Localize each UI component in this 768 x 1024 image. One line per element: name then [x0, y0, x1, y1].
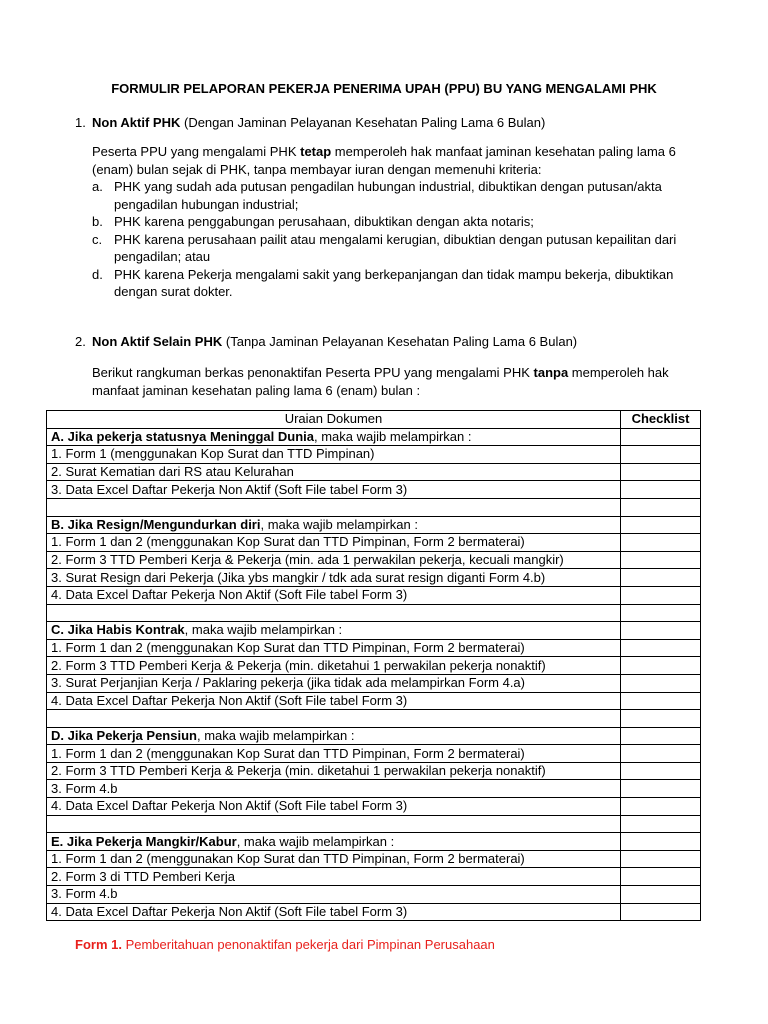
criteria-item: [92, 213, 702, 231]
section-2-subtitle: (Tanpa Jaminan Pelayanan Kesehatan Paling Lama 6 Bulan): [225, 334, 578, 349]
section-2-heading: [75, 333, 577, 351]
checklist-cell[interactable]: [621, 868, 701, 886]
section-1-para-bold: tetap: [300, 144, 332, 159]
group-header-cell: [47, 622, 621, 640]
table-row: [47, 481, 701, 499]
group-header-row: [47, 622, 701, 640]
blank-cell: [47, 815, 621, 833]
criteria-item: [92, 178, 702, 213]
table-row: [47, 551, 701, 569]
document-item-cell: 3. Surat Resign dari Pekerja (Jika ybs mangkir / tdk ada surat resign diganti Form 4.b): [47, 569, 621, 587]
table-row: [47, 868, 701, 886]
checklist-cell[interactable]: [621, 727, 701, 745]
group-header-cell: [47, 516, 621, 534]
group-header-cell: [47, 727, 621, 745]
group-header-bold: C. Jika Habis Kontrak: [51, 622, 185, 638]
checklist-cell[interactable]: [621, 815, 701, 833]
group-header-rest: , maka wajib melampirkan :: [184, 622, 343, 638]
checklist-cell[interactable]: [621, 428, 701, 446]
checklist-cell[interactable]: [621, 534, 701, 552]
section-2-para-text: Berikut rangkuman berkas penonaktifan Peserta PPU yang mengalami PHK: [92, 365, 534, 380]
criteria-item: [92, 266, 702, 301]
document-item-cell: 3. Data Excel Daftar Pekerja Non Aktif (Soft File tabel Form 3): [47, 481, 621, 499]
group-header-cell: [47, 833, 621, 851]
blank-row: [47, 710, 701, 728]
table-body: [47, 428, 701, 921]
group-header-bold: A. Jika pekerja statusnya Meninggal Dunia: [51, 428, 314, 444]
document-item-cell: 3. Form 4.b: [47, 886, 621, 904]
checklist-cell[interactable]: [621, 886, 701, 904]
blank-row: [47, 815, 701, 833]
section-2-paragraph: [92, 364, 702, 399]
criteria-text: PHK yang sudah ada putusan pengadilan hubungan industrial, dibuktikan dengan putusan/akta pengadilan hubungan industrial;: [114, 179, 662, 212]
table-row: [47, 798, 701, 816]
section-2-para-text-2: memperoleh hak manfaat jaminan kesehatan paling lama 6 (enam) bulan :: [92, 365, 669, 398]
table-row: [47, 463, 701, 481]
document-item-cell: 2. Form 3 TTD Pemberi Kerja & Pekerja (min. diketahui 1 perwakilan pekerja nonaktif): [47, 762, 621, 780]
section-1-heading: [75, 114, 545, 132]
checklist-cell[interactable]: [621, 551, 701, 569]
checklist-cell[interactable]: [621, 762, 701, 780]
criteria-letter: c.: [92, 231, 103, 247]
document-item-cell: 3. Form 4.b: [47, 780, 621, 798]
document-item-cell: 4. Data Excel Daftar Pekerja Non Aktif (Soft File tabel Form 3): [47, 903, 621, 921]
document-item-cell: 4. Data Excel Daftar Pekerja Non Aktif (Soft File tabel Form 3): [47, 692, 621, 710]
group-header-bold: D. Jika Pekerja Pensiun: [51, 727, 197, 743]
document-item-cell: 3. Surat Perjanjian Kerja / Paklaring pekerja (jika tidak ada melampirkan Form 4.a): [47, 674, 621, 692]
checklist-cell[interactable]: [621, 481, 701, 499]
checklist-cell[interactable]: [621, 710, 701, 728]
blank-row: [47, 498, 701, 516]
criteria-text: PHK karena perusahaan pailit atau mengalami kerugian, dibuktian dengan putusan kepailitan dari pengadilan; atau: [114, 231, 677, 264]
table-row: [47, 780, 701, 798]
group-header-rest: , maka wajib melampirkan :: [236, 833, 395, 849]
checklist-cell[interactable]: [621, 516, 701, 534]
form-1-caption: [75, 936, 495, 954]
group-header-bold: B. Jika Resign/Mengundurkan diri: [51, 516, 261, 532]
table-row: [47, 657, 701, 675]
group-header-rest: , maka wajib melampirkan :: [260, 516, 418, 532]
document-item-cell: 2. Form 3 TTD Pemberi Kerja & Pekerja (min. diketahui 1 perwakilan pekerja nonaktif): [47, 657, 621, 675]
table-row: [47, 762, 701, 780]
table-row: [47, 886, 701, 904]
checklist-cell[interactable]: [621, 446, 701, 464]
column-header-checklist: Checklist: [621, 411, 701, 429]
table-row: [47, 903, 701, 921]
group-header-cell: [47, 428, 621, 446]
criteria-item: [92, 231, 702, 266]
checklist-cell[interactable]: [621, 586, 701, 604]
table-row: [47, 639, 701, 657]
checklist-cell[interactable]: [621, 674, 701, 692]
blank-cell: [47, 498, 621, 516]
blank-cell: [47, 604, 621, 622]
checklist-cell[interactable]: [621, 622, 701, 640]
table-row: [47, 569, 701, 587]
table-row: [47, 446, 701, 464]
group-header-rest: , maka wajib melampirkan :: [196, 727, 355, 743]
group-header-bold: E. Jika Pekerja Mangkir/Kabur: [51, 833, 237, 849]
section-2-number: 2.: [75, 334, 86, 349]
section-1-para-text: Peserta PPU yang mengalami PHK: [92, 144, 301, 159]
group-header-rest: , maka wajib melampirkan :: [313, 428, 472, 444]
section-1-title: Non Aktif PHK: [92, 115, 181, 130]
checklist-cell[interactable]: [621, 850, 701, 868]
column-header-uraian: Uraian Dokumen: [47, 411, 621, 429]
document-title: FORMULIR PELAPORAN PEKERJA PENERIMA UPAH (PPU) BU YANG MENGALAMI PHK: [111, 81, 657, 96]
checklist-cell[interactable]: [621, 604, 701, 622]
criteria-list: [92, 178, 702, 301]
checklist-cell[interactable]: [621, 903, 701, 921]
checklist-cell[interactable]: [621, 569, 701, 587]
table-header-row: [47, 411, 701, 429]
document-item-cell: 1. Form 1 dan 2 (menggunakan Kop Surat dan TTD Pimpinan, Form 2 bermaterai): [47, 745, 621, 763]
document-item-cell: 1. Form 1 dan 2 (menggunakan Kop Surat dan TTD Pimpinan, Form 2 bermaterai): [47, 639, 621, 657]
document-item-cell: 4. Data Excel Daftar Pekerja Non Aktif (Soft File tabel Form 3): [47, 586, 621, 604]
document-item-cell: 2. Form 3 di TTD Pemberi Kerja: [47, 868, 621, 886]
section-2-para-bold: tanpa: [533, 365, 569, 380]
checklist-cell[interactable]: [621, 639, 701, 657]
document-item-cell: 1. Form 1 dan 2 (menggunakan Kop Surat dan TTD Pimpinan, Form 2 bermaterai): [47, 534, 621, 552]
group-header-row: [47, 727, 701, 745]
section-1-subtitle: (Dengan Jaminan Pelayanan Kesehatan Paling Lama 6 Bulan): [183, 115, 546, 130]
document-item-cell: 2. Surat Kematian dari RS atau Kelurahan: [47, 463, 621, 481]
group-header-row: [47, 833, 701, 851]
checklist-cell[interactable]: [621, 780, 701, 798]
table-row: [47, 534, 701, 552]
checklist-cell[interactable]: [621, 798, 701, 816]
table-row: [47, 586, 701, 604]
blank-row: [47, 604, 701, 622]
form-1-label: Form 1.: [75, 937, 122, 952]
criteria-letter: d.: [92, 266, 103, 282]
form-1-text: Pemberitahuan penonaktifan pekerja dari Pimpinan Perusahaan: [121, 937, 495, 952]
section-1-para-text-2: memperoleh hak manfaat jaminan kesehatan paling lama 6 (enam) bulan sejak di PHK, tanpa membayar iuran dengan memenuhi kriteria:: [92, 144, 676, 177]
checklist-cell[interactable]: [621, 692, 701, 710]
checklist-cell[interactable]: [621, 463, 701, 481]
table-row: [47, 674, 701, 692]
criteria-letter: b.: [92, 214, 103, 229]
document-item-cell: 2. Form 3 TTD Pemberi Kerja & Pekerja (min. ada 1 perwakilan pekerja, kecuali mangkir): [47, 551, 621, 569]
checklist-cell[interactable]: [621, 657, 701, 675]
blank-cell: [47, 710, 621, 728]
criteria-text: PHK karena Pekerja mengalami sakit yang berkepanjangan dan tidak mampu bekerja, dibuktikan dengan surat dokter.: [114, 266, 674, 299]
group-header-row: [47, 428, 701, 446]
checklist-cell[interactable]: [621, 498, 701, 516]
checklist-cell[interactable]: [621, 833, 701, 851]
criteria-text: PHK karena penggabungan perusahaan, dibuktikan dengan akta notaris;: [114, 214, 534, 229]
group-header-row: [47, 516, 701, 534]
document-item-cell: 4. Data Excel Daftar Pekerja Non Aktif (Soft File tabel Form 3): [47, 798, 621, 816]
table-row: [47, 692, 701, 710]
checklist-cell[interactable]: [621, 745, 701, 763]
document-checklist-table: [46, 410, 701, 921]
document-item-cell: 1. Form 1 (menggunakan Kop Surat dan TTD Pimpinan): [47, 446, 621, 464]
section-1-paragraph: [92, 143, 702, 178]
document-item-cell: 1. Form 1 dan 2 (menggunakan Kop Surat dan TTD Pimpinan, Form 2 bermaterai): [47, 850, 621, 868]
table-row: [47, 850, 701, 868]
table-row: [47, 745, 701, 763]
section-2-title: Non Aktif Selain PHK: [92, 334, 223, 349]
criteria-letter: a.: [92, 179, 103, 194]
section-1-number: 1.: [75, 115, 86, 130]
